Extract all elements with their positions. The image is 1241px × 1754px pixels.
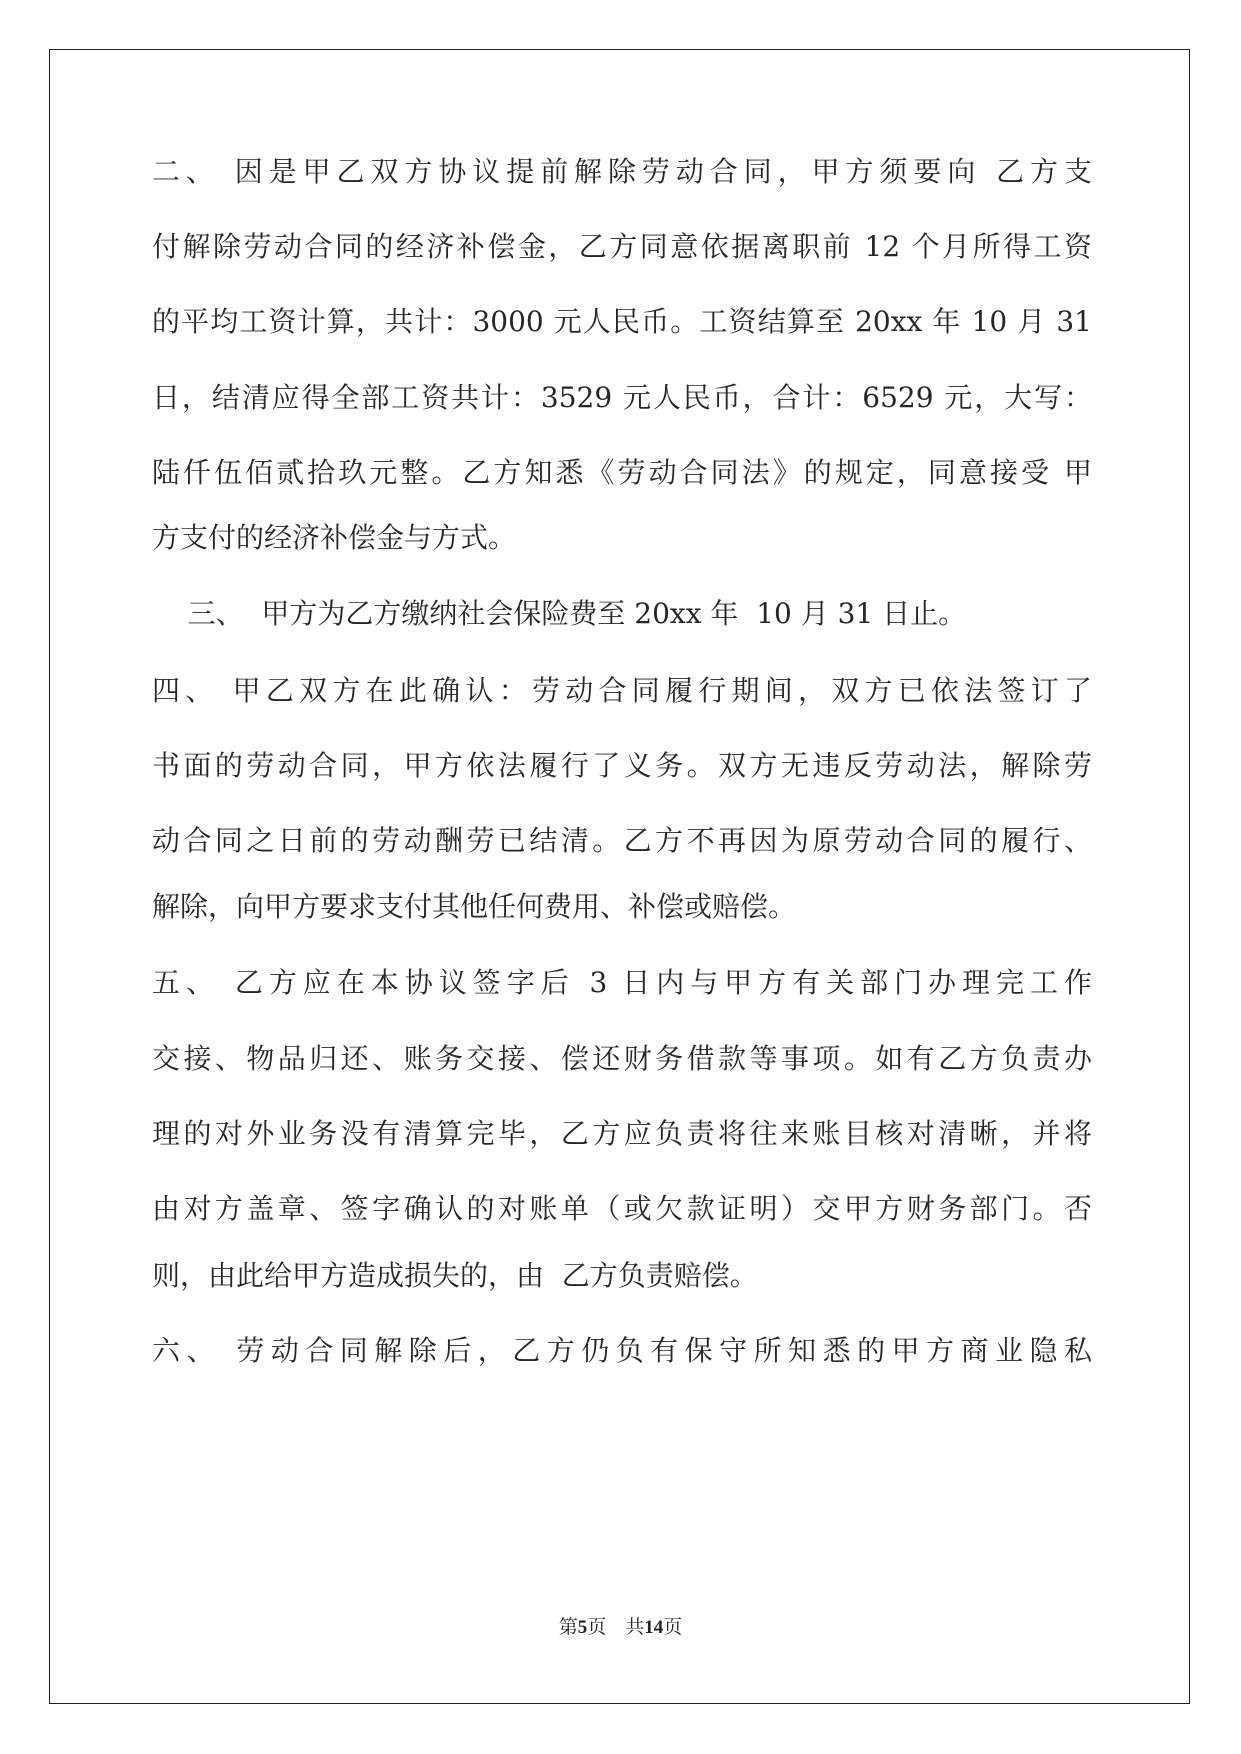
footer-suffix: 页 [663,1617,683,1638]
text-line: 理的对外业务没有清算完毕，乙方应负责将往来账目核对清晰，并将 [152,1117,1092,1150]
total-pages-number: 14 [644,1617,664,1638]
page-border [49,49,1190,1704]
text-line: 的平均工资计算，共计：3000 元人民币。工资结算至 20xx 年 10 月 31 [152,305,1092,338]
text-line: 日，结清应得全部工资共计：3529 元人民币，合计：6529 元，大写： [152,381,1092,414]
text-line: 三、 甲方为乙方缴纳社会保险费至 20xx 年 10 月 31 日止。 [152,597,967,630]
text-line: 交接、物品归还、账务交接、偿还财务借款等事项。如有乙方负责办 [152,1042,1092,1075]
footer-mid: 页 共 [587,1617,645,1638]
text-line: 陆仟伍佰贰拾玖元整。乙方知悉《劳动合同法》的规定，同意接受 甲 [152,456,1092,489]
text-line: 方支付的经济补偿金与方式。 [152,521,517,554]
text-line: 书面的劳动合同，甲方依法履行了义务。双方无违反劳动法，解除劳 [152,749,1092,782]
text-line: 五、 乙方应在本协议签字后 3 日内与甲方有关部门办理完工作 [152,966,1092,999]
text-line: 四、 甲乙双方在此确认：劳动合同履行期间，双方已依法签订了 [152,674,1092,707]
page-footer [0,1612,1241,1639]
text-line: 则，由此给甲方造成损失的，由 乙方负责赔偿。 [152,1259,758,1292]
text-line: 由对方盖章、签字确认的对账单（或欠款证明）交甲方财务部门。否 [152,1192,1092,1225]
text-line: 解除，向甲方要求支付其他任何费用、补偿或赔偿。 [152,890,797,923]
text-line: 六、 劳动合同解除后，乙方仍负有保守所知悉的甲方商业隐私 [152,1334,1092,1367]
text-line: 二、 因是甲乙双方协议提前解除劳动合同，甲方须要向 乙方支 [152,155,1092,188]
current-page-number: 5 [577,1617,588,1638]
text-line: 付解除劳动合同的经济补偿金，乙方同意依据离职前 12 个月所得工资 [152,230,1092,263]
text-line: 动合同之日前的劳动酬劳已结清。乙方不再因为原劳动合同的履行、 [152,824,1092,857]
footer-prefix: 第 [558,1617,578,1638]
